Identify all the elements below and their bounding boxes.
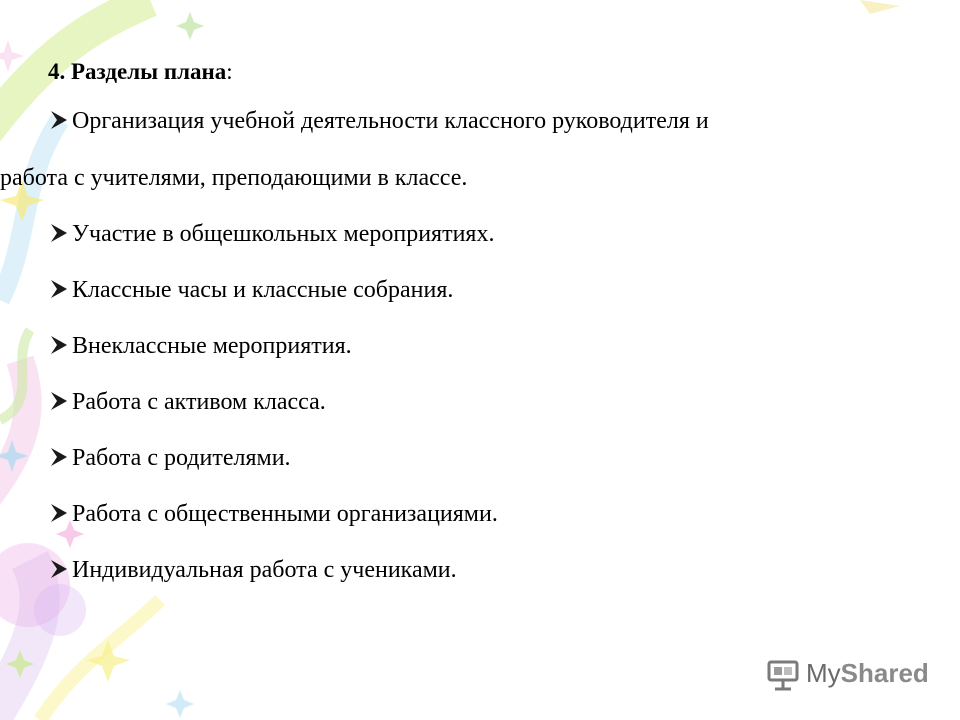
list-item-text: Организация учебной деятельности классного руководителя и	[72, 108, 709, 134]
arrow-bullet-icon	[48, 558, 70, 580]
list-item	[48, 92, 928, 150]
slide-heading	[48, 52, 928, 92]
arrow-bullet-icon	[48, 109, 70, 131]
list-item-text: Работа с родителями.	[72, 445, 291, 471]
list-item	[48, 542, 928, 598]
arrow-bullet-icon	[48, 278, 70, 300]
list-item-text-continued: работа с учителями, преподающими в классе.	[0, 165, 468, 191]
list-item-text: Внеклассные мероприятия.	[72, 333, 352, 359]
arrow-bullet-icon	[48, 334, 70, 356]
list-item-text: Классные часы и классные собрания.	[72, 277, 454, 303]
list-item	[48, 486, 928, 542]
list-item	[48, 430, 928, 486]
list-item	[48, 374, 928, 430]
list-item-continuation	[0, 150, 928, 206]
list-item-text: Участие в общешкольных мероприятиях.	[72, 221, 495, 247]
list-item	[48, 262, 928, 318]
watermark-text	[806, 658, 929, 689]
list-item	[48, 206, 928, 262]
list-item-text: Работа с общественными организациями.	[72, 501, 498, 527]
presentation-screen-icon	[766, 658, 800, 692]
myshared-watermark	[766, 656, 929, 692]
list-item	[48, 318, 928, 374]
arrow-bullet-icon	[48, 390, 70, 412]
arrow-bullet-icon	[48, 446, 70, 468]
arrow-bullet-icon	[48, 222, 70, 244]
list-item-text: Индивидуальная работа с учениками.	[72, 557, 457, 583]
heading-number: 4.	[48, 59, 66, 84]
list-item-text: Работа с активом класса.	[72, 389, 326, 415]
heading-colon: :	[226, 59, 233, 84]
arrow-bullet-icon	[48, 502, 70, 524]
slide-content	[0, 52, 928, 598]
watermark-suffix: Shared	[840, 658, 929, 688]
watermark-prefix: My	[806, 658, 841, 688]
heading-title: Разделы плана	[71, 59, 227, 84]
